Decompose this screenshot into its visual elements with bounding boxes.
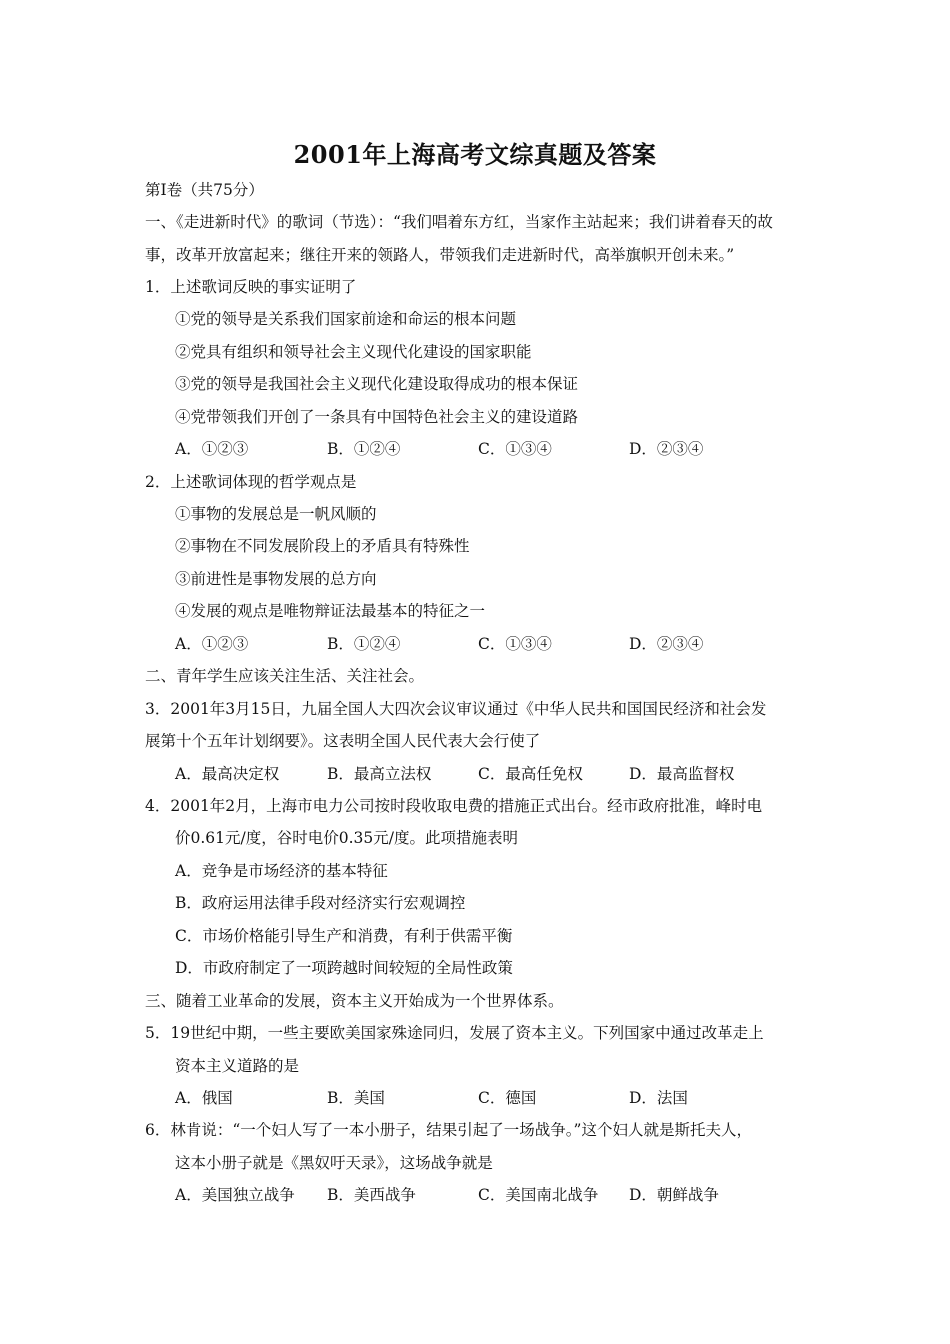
q6-stem-line2: 这本小册子就是《黑奴吁天录》，这场战争就是: [175, 1154, 493, 1172]
q4-option-a: A．竞争是市场经济的基本特征: [175, 862, 388, 880]
q1-item: ①党的领导是关系我们国家前途和命运的根本问题: [175, 310, 517, 328]
q1-item: ②党具有组织和领导社会主义现代化建设的国家职能: [175, 343, 532, 361]
q6-option-b: B．美西战争: [327, 1186, 416, 1204]
q1-option-c: C．①③④: [478, 440, 552, 458]
q1-item: ④党带领我们开创了一条具有中国特色社会主义的建设道路: [175, 408, 579, 426]
q3-option-c: C．最高任免权: [478, 765, 583, 783]
q2-option-d: D．②③④: [629, 635, 704, 653]
q2-option-a: A．①②③: [175, 635, 249, 653]
q6-option-c: C．美国南北战争: [478, 1186, 599, 1204]
q1-stem: 1．上述歌词反映的事实证明了: [145, 278, 357, 296]
page-title: 2001年上海高考文综真题及答案: [293, 140, 657, 169]
q4-stem-line2: 价0.61元/度，谷时电价0.35元/度。此项措施表明: [175, 829, 518, 847]
section1-intro-line2: 事，改革开放富起来；继往开来的领路人，带领我们走进新时代，高举旗帜开创未来。”: [145, 246, 735, 264]
section2-intro: 二、青年学生应该关注生活、关注社会。: [145, 667, 425, 685]
q2-item: ④发展的观点是唯物辩证法最基本的特征之一: [175, 602, 486, 620]
q2-item: ③前进性是事物发展的总方向: [175, 570, 377, 588]
q4-stem-line1: 4．2001年2月，上海市电力公司按时段收取电费的措施正式出台。经市政府批准，峰时电: [145, 797, 763, 815]
q3-option-b: B．最高立法权: [327, 765, 432, 783]
q3-stem-line1: 3．2001年3月15日，九届全国人大四次会议审议通过《中华人民共和国国民经济和社会发: [145, 700, 767, 718]
q5-option-a: A．俄国: [175, 1089, 233, 1107]
q2-item: ①事物的发展总是一帆风顺的: [175, 505, 377, 523]
q1-item: ③党的领导是我国社会主义现代化建设取得成功的根本保证: [175, 375, 579, 393]
q1-option-d: D．②③④: [629, 440, 704, 458]
q2-option-b: B．①②④: [327, 635, 401, 653]
q4-option-b: B．政府运用法律手段对经济实行宏观调控: [175, 894, 466, 912]
q4-option-d: D．市政府制定了一项跨越时间较短的全局性政策: [175, 959, 513, 977]
section1-intro-line1: 一、《走进新时代》的歌词（节选）：“我们唱着东方红，当家作主站起来；我们讲着春天的故: [145, 213, 773, 231]
q5-option-c: C．德国: [478, 1089, 537, 1107]
q6-option-a: A．美国独立战争: [175, 1186, 295, 1204]
q6-option-d: D．朝鲜战争: [629, 1186, 719, 1204]
q6-stem-line1: 6．林肯说：“一个妇人写了一本小册子，结果引起了一场战争。”这个妇人就是斯托夫人，: [145, 1121, 752, 1139]
q2-option-c: C．①③④: [478, 635, 552, 653]
q5-stem-line2: 资本主义道路的是: [175, 1057, 300, 1075]
q3-stem-line2: 展第十个五年计划纲要》。这表明全国人民代表大会行使了: [145, 732, 541, 750]
q5-option-d: D．法国: [629, 1089, 688, 1107]
q2-item: ②事物在不同发展阶段上的矛盾具有特殊性: [175, 537, 470, 555]
q5-stem-line1: 5．19世纪中期，一些主要欧美国家殊途同归，发展了资本主义。下列国家中通过改革走上: [145, 1024, 764, 1042]
q1-option-b: B．①②④: [327, 440, 401, 458]
q5-option-b: B．美国: [327, 1089, 385, 1107]
q3-option-a: A．最高决定权: [175, 765, 280, 783]
q3-option-d: D．最高监督权: [629, 765, 735, 783]
section3-intro: 三、随着工业革命的发展，资本主义开始成为一个世界体系。: [145, 992, 564, 1010]
part-header: 第Ⅰ卷（共75分）: [145, 181, 264, 199]
q4-option-c: C．市场价格能引导生产和消费，有利于供需平衡: [175, 927, 513, 945]
q2-stem: 2．上述歌词体现的哲学观点是: [145, 473, 357, 491]
q1-option-a: A．①②③: [175, 440, 249, 458]
